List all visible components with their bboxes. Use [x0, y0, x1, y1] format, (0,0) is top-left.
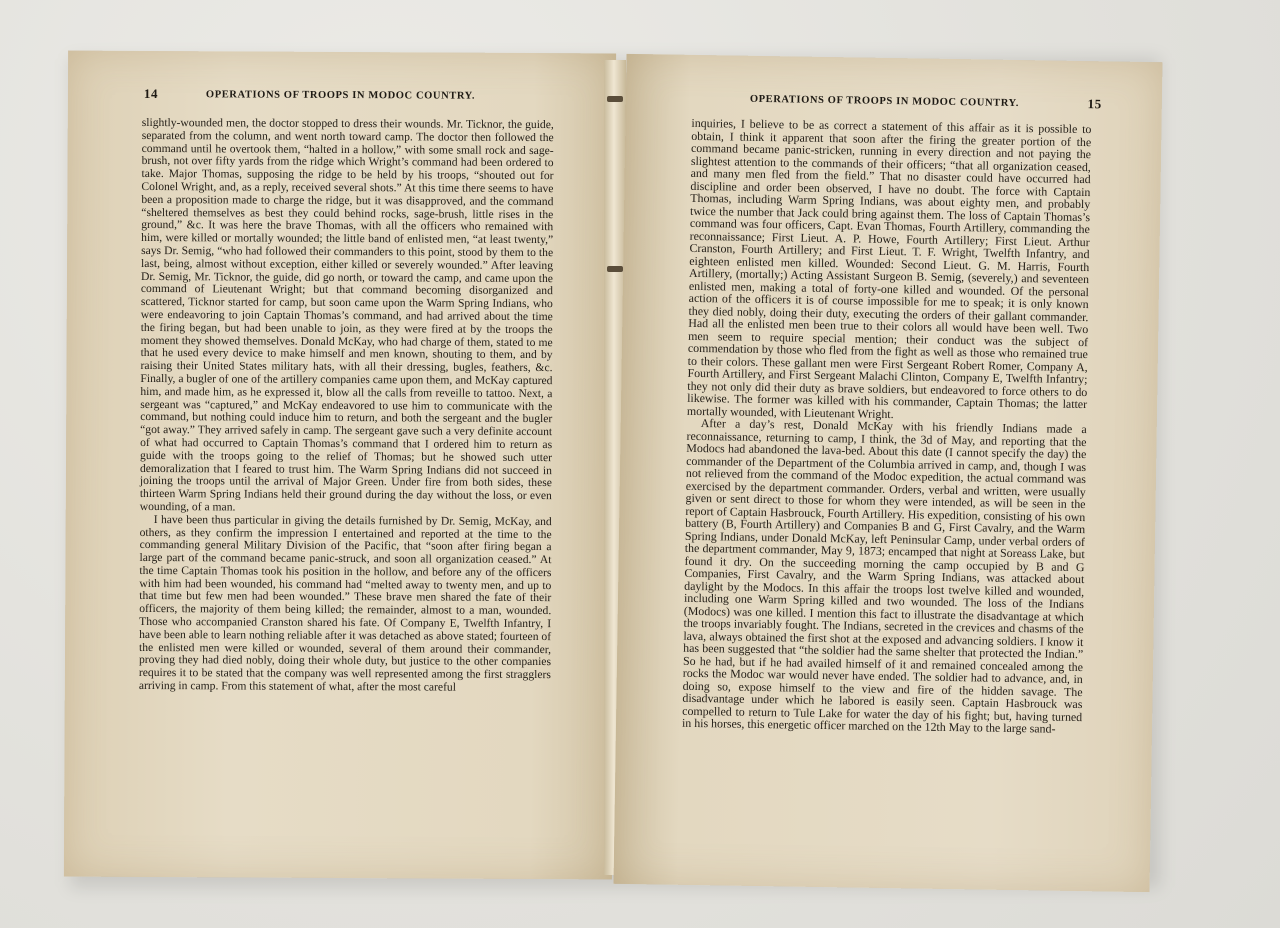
binding-stitch [607, 96, 623, 102]
binding-stitch [607, 266, 623, 272]
left-running-title: OPERATIONS OF TROOPS IN MODOC COUNTRY. [205, 89, 476, 102]
left-page-number: 14 [143, 85, 159, 102]
left-page [64, 51, 616, 880]
right-running-title: OPERATIONS OF TROOPS IN MODOC COUNTRY. [749, 93, 1020, 110]
right-paragraph: inquiries, I believe to be as correct a statement of this affair as it is possible to obtain, I think it apparent that soon after the firing the greater portion of the command became panic-stricken, running in every direction and not paying the slightest attention to the commands of their officers; “that all organization ceased, and many men fled from the field.” That no disaster could have occurred had discipline and order been observed, I have no doubt. The force with Captain Thomas, including Warm Spring Indians, was about eighty men, and probably twice the number that Jack could bring against them. The loss of Captain Thomas’s command was four officers, Capt. Evan Thomas, Fourth Artillery, commanding the reconnaissance; First Lieut. A. P. Howe, Fourth Artillery; First Lieut. Arthur Cranston, Fourth Artillery; and First Lieut. T. F. Wright, Twelfth Infantry, and eighteen enlisted men killed. Wounded: Second Lieut. G. M. Harris, Fourth Artillery, (mortally;) Acting Assistant Surgeon B. Semig, (severely,) and seventeen enlisted men, making a total of forty-one killed and wounded. Of the personal action of the officers it is of course impossible for me to speak; it is only known they died nobly, doing their duty, executing the orders of their gallant commander. Had all the enlisted men been true to their colors all would have been well. Two men seem to require special mention; their conduct was the subject of commendation by those who fled from the fight as well as those who remained true to their colors. These gallant men were First Sergeant Robert Romer, Company A, Fourth Artillery, and First Sergeant Malachi Clinton, Company E, Twelfth Infantry; they not only did their duty as brave soldiers, but endeavored to force others to do likewise. The former was killed with his commander, Captain Thomas; the latter mortally wounded, with Lieutenant Wright. [686, 115, 1092, 421]
left-paragraph: I have been thus particular in giving the details furnished by Dr. Semig, McKay, and others, as they confirm the impression I entertained and reported at the time to the commanding general Military Division of the Pacific, that “soon after firing began a large part of the command became panic-struck, and soon all organization ceased.” At the time Captain Thomas took his position in the hollow, and before any of the officers with him had been wounded, his command had “melted away to twenty men, and up to that time but few men had been wounded.” These brave men shared the fate of their officers, the majority of them being killed; the remainder, almost to a man, wounded. Those who accompanied Cranston shared his fate. Of Company E, Twelfth Infantry, I have been able to learn nothing reliable after it was detached as above stated; fourteen of the enlisted men were killed or wounded, several of them around their commander, proving they had died nobly, doing their whole duty, but justice to the other companies requires it to be stated that the company was well represented among the first stragglers arriving in camp. From this statement of what, after the most careful [138, 512, 552, 694]
left-running-head [68, 85, 616, 112]
right-page-number: 15 [1087, 96, 1102, 112]
left-paragraph: slightly-wounded men, the doctor stopped to dress their wounds. Mr. Ticknor, the guide, separated from the column, and went north toward camp. The doctor then followed the command until he overtook them, “halted in a hollow,” with some small rock and sage-brush, not over fifty yards from the ridge which Wright’s command had been ordered to take. Major Thomas, supposing the ridge to be held by his troops, “shouted out for Colonel Wright, and, as a reply, received several shots.” At this time there seems to have been a proposition made to charge the ridge, but it was disapproved, and the command “sheltered themselves as best they could behind rocks, sage-brush, little rises in the ground,” &c. It was here the brave Thomas, with all the officers who remained with him, were killed or mortally wounded; the little band of enlisted men, “at least twenty,” says Dr. Semig, “who had followed their commanders to this point, stood by them to the last, being, almost without exception, either killed or severely wounded.” After leaving Dr. Semig, Mr. Ticknor, the guide, did go north, or toward the camp, and came upon the command of Lieutenant Wright; but that command becoming disorganized and scattered, Ticknor started for camp, but soon came upon the Warm Spring Indians, who were endeavoring to join Captain Thomas’s command, and had arrived about the time the firing began, but had been unable to join, as they were fired at by the troops the moment they showed themselves. Donald McKay, who had charge of them, stated to me that he used every device to make himself and men known, shouting to them, and by raising their United States military hats, with all their dressing, bugles, feathers, &c. Finally, a bugler of one of the artillery companies came upon them, and McKay captured him, and made him, as he expressed it, blow all the calls from reveille to tattoo. Next, a sergeant was “captured,” and McKay endeavored to use him to communicate with the command, but nothing could induce him to return, and both the sergeant and the bugler “got away.” They arrived safely in camp. The sergeant gave such a very definite account of what had occurred to Captain Thomas’s command that I ordered him to return as guide with the troops going to the relief of Thomas; but he showed such utter demoralization that I feared to trust him. The Warm Spring Indians did not succeed in joining the troops until the arrival of Major Green. Under fire from both sides, these thirteen Warm Spring Indians held their ground during the day without the loss, or even wounding, of a man. [139, 115, 554, 514]
left-body-text [139, 117, 554, 695]
right-paragraph: After a day’s rest, Donald McKay with his friendly Indians made a reconnaissance, returning to camp, I think, the 3d of May, and reporting that the Modocs had abandoned the lava-bed. About this date (I cannot specify the day) the commander of the Department of the Columbia arrived in camp, and, though I was not relieved from the command of the Modoc expedition, the actual command was exercised by the department commander. Orders, verbal and written, were usually given or sent direct to those for whom they were intended, as will be seen in the report of Captain Hasbrouck, Fourth Artillery. His expedition, consisting of his own battery (B, Fourth Artillery) and Companies B and G, First Cavalry, and the Warm Spring Indians, under Donald McKay, left Peninsular Camp, under verbal orders of the department commander, May 9, 1873; encamped that night at Soreass Lake, but found it dry. On the succeeding morning the camp occupied by B and G Companies, First Cavalry, and the Warm Spring Indians, was attacked about daylight by the Modocs. In this affair the troops lost twelve killed and wounded, including one Warm Spring killed and two wounded. The loss of the Indians (Modocs) was one killed. I mention this fact to illustrate the disadvantage at which the troops invariably fought. The Indians, secreted in the crevices and chasms of the lava, always obtained the first shot at the exposed and advancing soldiers. I know it has been suggested that “the soldier had the same shelter that protected the Indian.” So he had, but if he had availed himself of it and remained concealed among the rocks the Modoc war would never have ended. The soldier had to advance, and, in doing so, expose himself to the view and fire of the hidden savage. The disadvantage under which he labored is easily seen. Captain Hasbrouck was compelled to return to Tule Lake for water the day of his fight; but, having turned in his horses, this energetic officer marched on the 12th May to the large sand- [681, 416, 1087, 736]
right-page [614, 54, 1163, 892]
right-body-text [682, 117, 1092, 736]
